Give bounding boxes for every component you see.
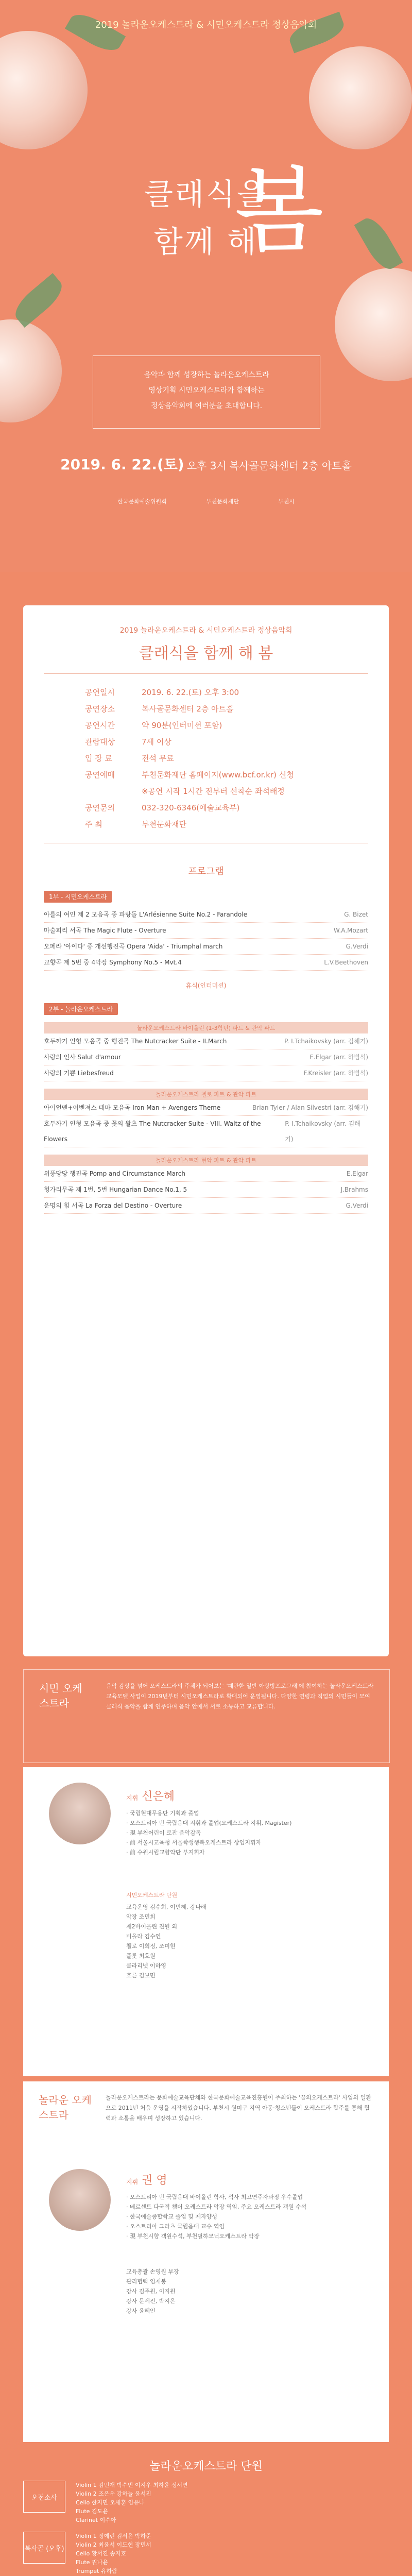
composer: E.Elgar <box>346 1170 368 1177</box>
part2-tag: 2부 - 놀라운오케스트라 <box>44 1003 118 1015</box>
bio-line: · 前 수원시립교향악단 부지휘자 <box>126 1849 205 1856</box>
program-row <box>44 1100 368 1116</box>
event-date: 2019. 6. 22.(토) <box>60 456 184 473</box>
piece-title: 호두까기 인형 모음곡 중 행진곡 The Nutcracker Suite - II.March <box>44 1038 227 1045</box>
info-row <box>85 750 389 767</box>
card-subtitle: 2019 놀라운오케스트라 & 시민오케스트라 정상음악회 <box>119 626 293 635</box>
program-title: 프로그램 <box>188 866 224 877</box>
bio-line: · 오스트리아 그라츠 국립음대 교수 역임 <box>126 2223 225 2230</box>
program-row <box>44 1182 368 1198</box>
info-value: 복사골문화센터 2층 아트홀 <box>142 704 234 714</box>
member-line: Flute 김도윤 <box>76 2508 108 2515</box>
hero-top-title: 2019 놀라운오케스트라 & 시민오케스트라 정상음악회 <box>95 20 317 30</box>
concert-info-card <box>23 605 389 1656</box>
conductor-photo <box>49 1783 111 1844</box>
member-line: Flute 권나윤 <box>76 2559 108 2566</box>
info-key: 공연예매 <box>85 770 115 779</box>
info-value: 032-320-6346(예술교육부) <box>142 803 240 812</box>
staff-line: 강사 윤혜인 <box>126 2308 156 2314</box>
info-key: 입 장 료 <box>85 754 113 763</box>
card-title: 클래식을 함께 해 봄 <box>139 645 273 663</box>
composer: P. I.Tchaikovsky (arr. 김해기) <box>285 1120 360 1143</box>
intro-line: 정상음악회에 여러분을 초대합니다. <box>150 402 263 410</box>
conductor-bio <box>126 1808 368 1857</box>
bio-line: · 前 서울시교육청 서울학생행복오케스트라 상임지휘자 <box>126 1839 262 1846</box>
staff-line: 제2바이올린 진원 외 <box>126 1923 177 1930</box>
info-row <box>85 684 389 701</box>
program-row <box>44 939 368 955</box>
info-row <box>85 717 389 734</box>
intro-box <box>93 355 320 429</box>
bio-line: · 現 부천시향 객원수석, 부천필하모닉오케스트라 악장 <box>126 2233 260 2240</box>
bio-line: · 오스트리아 빈 국립음대 바이올린 학사, 석사 최고연주자과정 우수졸업 <box>126 2194 303 2200</box>
conductor-staff <box>126 1902 368 1980</box>
conductor-name <box>126 2172 167 2188</box>
staff-line: 비올라 김수연 <box>126 1933 161 1940</box>
member-line: Violin 2 조은우 강하늘 윤서진 <box>76 2490 151 2497</box>
info-row <box>85 767 389 783</box>
ensemble-label: 놀라운 오케스트라 <box>39 2094 92 2121</box>
info-row <box>85 800 389 816</box>
piece-title: 헝가리무곡 제 1번, 5번 Hungarian Dance No.1, 5 <box>44 1186 187 1193</box>
piece-title: 오페라 '아이다' 중 개선행진곡 Opera 'Aida' - Triumphal march <box>44 943 223 950</box>
composer: L.V.Beethoven <box>324 959 368 966</box>
intermission: 휴식(인터미션) <box>185 982 227 989</box>
composer: P. I.Tchaikovsky (arr. 김해기) <box>284 1038 368 1045</box>
hero-title <box>0 157 412 265</box>
program-row <box>44 1198 368 1214</box>
staff-line: 관리협력 임재봉 <box>126 2278 166 2285</box>
ensemble-box <box>23 2081 389 2442</box>
conductor-box <box>23 1767 389 2076</box>
info-key: 관람대상 <box>85 737 115 747</box>
part-subtag: 놀라운오케스트라 바이올린 (1-3학년) 파트 & 관악 파트 <box>44 1022 368 1033</box>
composer: W.A.Mozart <box>333 927 368 934</box>
staff-line: 교육운영 김수희, 이민혜, 강나래 <box>126 1904 207 1910</box>
piece-title: 아이언맨+어벤져스 테마 모음곡 Iron Man + Avengers Theme <box>44 1104 221 1111</box>
orchestra-label: 시민 오케스트라 <box>39 1682 82 1709</box>
composer: G.Verdi <box>346 1202 368 1209</box>
flower-decoration <box>309 46 412 149</box>
program-row <box>44 1033 368 1049</box>
logo: 한국문화예술위원회 <box>117 498 167 505</box>
intro-line: 영상기획 시민오케스트라가 함께하는 <box>148 386 265 395</box>
info-key <box>85 783 142 800</box>
member-group-tag: 복사골 (오후) <box>23 2532 65 2564</box>
staff-line: 악장 조민희 <box>126 1913 156 1920</box>
member-list <box>76 2532 151 2575</box>
bio-line: · 국립현대무용단 기획과 졸업 <box>126 1810 199 1817</box>
role-label: 지휘 <box>126 1794 139 1802</box>
member-list <box>76 2481 188 2524</box>
program-row <box>44 1166 368 1182</box>
logo: 부천문화재단 <box>205 498 239 505</box>
bio-line: · 한국예술종합학교 졸업 및 제자양성 <box>126 2213 217 2220</box>
staff-line: 첼로 이희정, 조미현 <box>126 1943 176 1950</box>
leaf-decoration <box>65 8 126 57</box>
orchestra-desc: 음악 감상을 넘어 오케스트라의 주체가 되어보는 '폐관한 일반 아랑방프로그래'에 참여하는 놀라운오케스트라 교육모델 사업이 2019년부터 시민오케스트라로 확대되어 운영됩니다. 다양한 연령과 직업의 시민들이 모여 클래식 음악을 함께 연주하며 음악 안에서 서로 소통하고 교류합니다. <box>106 1683 374 1710</box>
info-key: 공연문의 <box>85 803 115 812</box>
staff-line: 교육총괄 손영원 부장 <box>126 2268 179 2275</box>
piece-title: 위풍당당 행진곡 Pomp and Circumstance March <box>44 1170 186 1177</box>
program-row <box>44 1116 368 1147</box>
title-line1: 클래식을 <box>144 177 268 212</box>
program-row <box>44 1049 368 1065</box>
staff-label: 시민오케스트라 단원 <box>126 1892 178 1899</box>
program-row <box>44 955 368 971</box>
info-row <box>85 783 389 800</box>
staff-line: 호른 김보민 <box>126 1972 156 1979</box>
staff-line: 강사 김주원, 이지원 <box>126 2288 176 2295</box>
composer: Brian Tyler / Alan Silvestri (arr. 김해기) <box>252 1104 368 1111</box>
info-value: 2019. 6. 22.(토) 오후 3:00 <box>142 688 239 697</box>
conductor-name-text: 신은혜 <box>142 1790 175 1803</box>
title-big: 봄 <box>234 157 324 265</box>
member-line: Violin 1 정예린 김서윤 박하준 <box>76 2533 151 2539</box>
intro-line: 음악과 함께 성장하는 놀라운오케스트라 <box>144 371 269 379</box>
piece-title: 사랑의 인사 Salut d'amour <box>44 1054 121 1061</box>
info-row <box>85 734 389 750</box>
staff-line: 강사 문세진, 박지은 <box>126 2298 176 2304</box>
member-line: Violin 2 최윤서 이도현 장민서 <box>76 2541 151 2548</box>
bio-line: · 오스트리아 빈 국립음대 지휘과 졸업(오케스트라 지휘, Magister) <box>126 1820 292 1826</box>
info-key: 공연시간 <box>85 721 115 730</box>
info-value: 부천문화재단 홈페이지(www.bcf.or.kr) 신청 <box>142 770 294 779</box>
member-line: Clarinet 이수아 <box>76 2517 116 2523</box>
event-place: 복사골문화센터 2층 아트홀 <box>229 460 352 472</box>
piece-title: 운명의 힘 서곡 La Forza del Destino - Overture <box>44 1202 182 1209</box>
conductor-bio <box>126 2192 368 2241</box>
part-subtag: 놀라운오케스트라 첼로 파트 & 관악 파트 <box>44 1089 368 1100</box>
members-title: 놀라운오케스트라 단원 <box>149 2460 263 2473</box>
members-section <box>23 2458 389 2576</box>
info-key: 주 최 <box>85 820 102 829</box>
composer: E.Elgar (arr. 하범석) <box>310 1054 368 1061</box>
conductor-photo <box>49 2169 111 2231</box>
info-value: 부천문화재단 <box>142 820 186 829</box>
info-value: ※공연 시작 1시간 전부터 선착순 좌석배정 <box>142 787 285 796</box>
flower-decoration <box>0 319 62 422</box>
logo: 부천시 <box>278 498 295 505</box>
member-line: Trumpet 유하람 <box>76 2568 117 2574</box>
leaf-decoration <box>9 273 68 328</box>
ensemble-staff <box>126 2267 368 2316</box>
staff-line: 플룻 최호원 <box>126 1953 156 1959</box>
member-group <box>23 2532 389 2575</box>
title-line2: 함께 해 <box>153 224 259 259</box>
orchestra-about <box>23 1669 390 1763</box>
role-label: 지휘 <box>126 2178 139 2185</box>
event-time: 오후 3시 <box>186 460 227 472</box>
info-value: 전석 무료 <box>142 754 174 763</box>
part-subtag: 놀라운오케스트라 현악 파트 & 관악 파트 <box>44 1155 368 1166</box>
member-line: Violin 1 김민재 박수빈 이지우 최하윤 정서연 <box>76 2482 188 2488</box>
piece-title: 마술피리 서곡 The Magic Flute - Overture <box>44 927 166 934</box>
conductor-name-text: 권 영 <box>142 2174 167 2187</box>
conductor-name <box>126 1788 175 1804</box>
staff-line: 클라리넷 이하영 <box>126 1962 166 1969</box>
info-value: 7세 이상 <box>142 737 171 747</box>
info-key: 공연장소 <box>85 704 115 714</box>
date-bar <box>0 453 412 474</box>
info-row <box>85 701 389 717</box>
program-row <box>44 923 368 939</box>
program-row <box>44 907 368 923</box>
member-group-tag: 오전소사 <box>23 2481 65 2513</box>
member-group <box>23 2481 389 2524</box>
flower-decoration <box>0 31 88 149</box>
piece-title: 사랑의 기쁨 Liebesfreud <box>44 1070 114 1077</box>
flower-decoration <box>335 268 412 381</box>
sponsor-logos <box>98 497 314 505</box>
piece-title: 아를의 여인 제 2 모음곡 중 파랑돌 L'Arlésienne Suite No.2 - Farandole <box>44 911 247 918</box>
info-row <box>85 816 389 833</box>
info-key: 공연일시 <box>85 688 115 697</box>
composer: G.Verdi <box>346 943 368 950</box>
bio-line: · 現 부천어린이 로잔 음악감독 <box>126 1829 201 1836</box>
program-row <box>44 1065 368 1081</box>
composer: F.Kreisler (arr. 하범석) <box>303 1070 368 1077</box>
info-value: 약 90분(인터미션 포함) <box>142 721 222 730</box>
bio-line: · 베르센트 다국적 챔버 오케스트라 악장 역임, 주요 오케스트라 객원 수석 <box>126 2204 307 2210</box>
piece-title: 호두까기 인형 모음곡 중 꽃의 왈츠 The Nutcracker Suite - VIII. Waltz of the Flowers <box>44 1120 261 1143</box>
piece-title: 교향곡 제 5번 중 4악장 Symphony No.5 - Mvt.4 <box>44 959 182 966</box>
member-line: Cello 황서진 송지호 <box>76 2550 127 2557</box>
ensemble-desc: 놀라운오케스트라는 문화예술교육단체와 한국문화예술교육진흥원이 주최하는 '꿈의오케스트라' 사업의 일환으로 2011년 처음 운영을 시작하였습니다. 부천시 원미구 지역 아동·청소년들이 오케스트라 합주를 통해 협력과 소통을 배우며 성장하고 있습니다. <box>106 2094 371 2122</box>
composer: G. Bizet <box>344 911 368 918</box>
hero-section <box>0 0 412 572</box>
part1-tag: 1부 - 시민오케스트라 <box>44 891 112 903</box>
composer: J.Brahms <box>340 1186 368 1193</box>
member-line: Cello 한지민 오세훈 임유나 <box>76 2499 145 2506</box>
